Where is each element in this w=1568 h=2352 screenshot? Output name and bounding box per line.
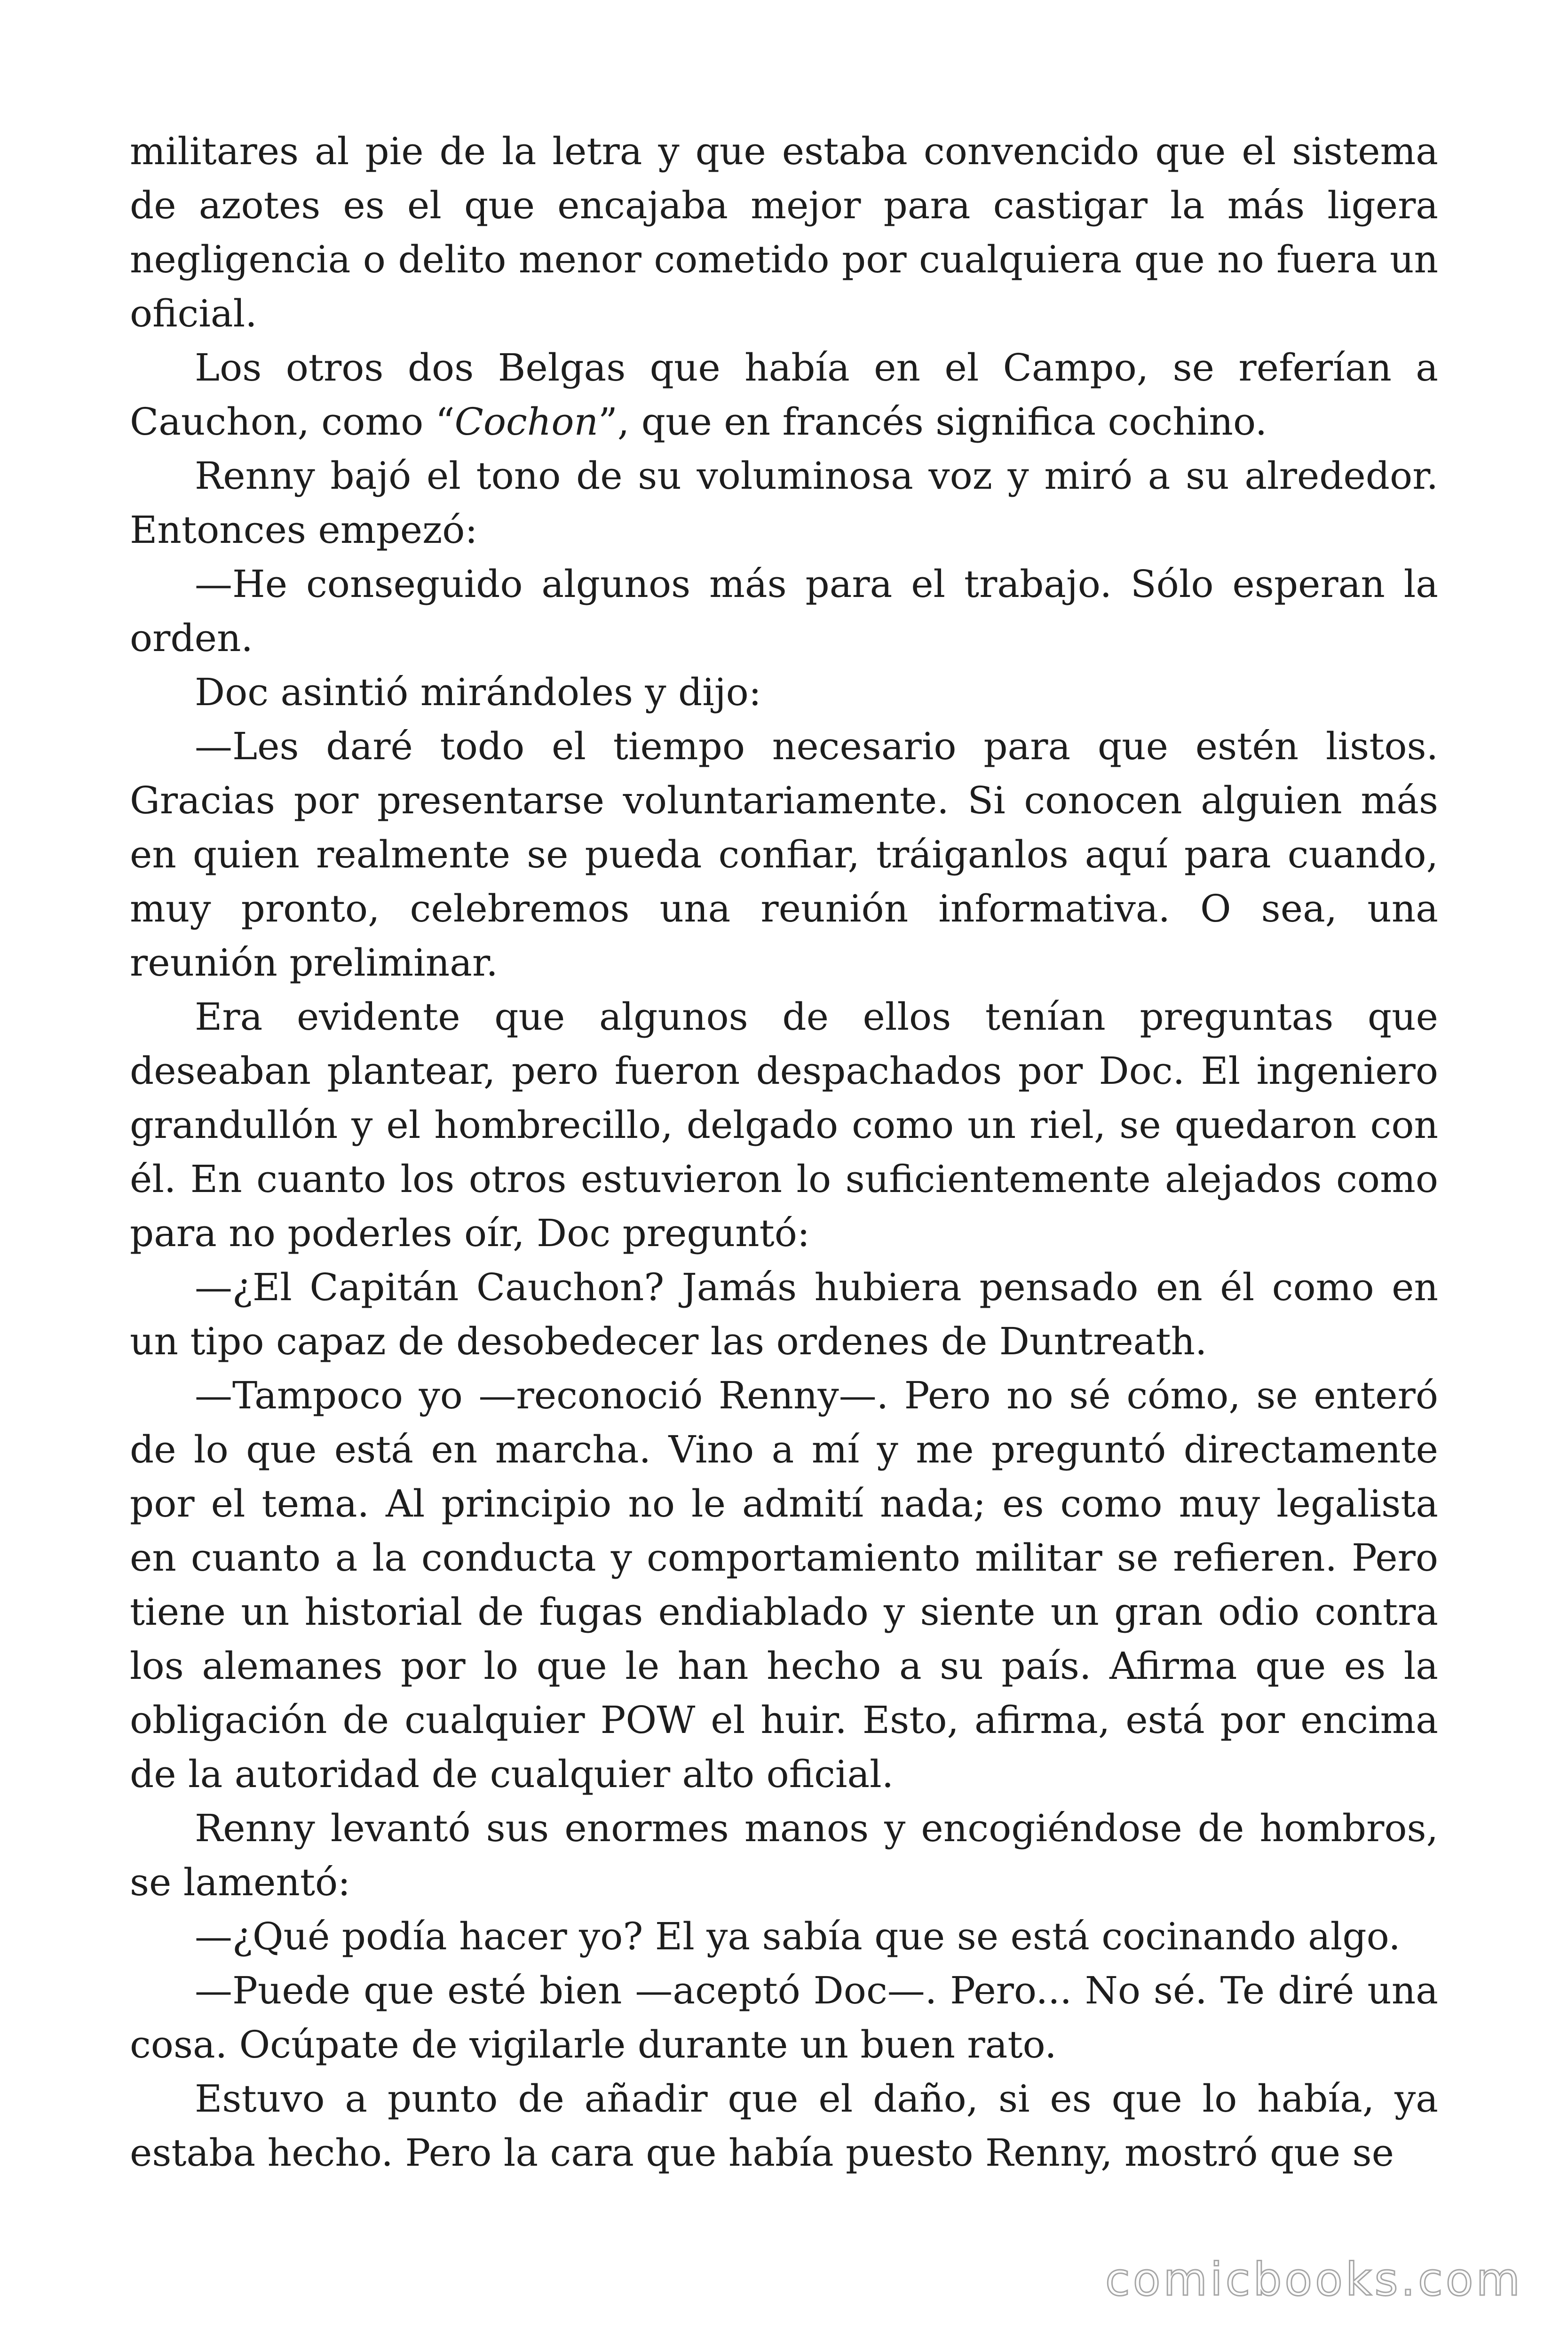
paragraph: [130, 1260, 1438, 1368]
text-run: Doc asintió mirándoles y dijo:: [195, 670, 761, 714]
paragraph: [130, 719, 1438, 990]
text-run: Los otros dos Belgas que había en el Campo, se referían a Cauchon, como “: [130, 346, 1438, 444]
paragraph: [130, 665, 1438, 719]
text-run: —He conseguido algunos más para el trabajo. Sólo esperan la orden.: [130, 562, 1438, 660]
paragraph: [130, 124, 1438, 341]
watermark: comicbooks.com: [1105, 2253, 1523, 2306]
paragraph: [130, 1909, 1438, 1963]
text-run: —Puede que esté bien —aceptó Doc—. Pero... No sé. Te diré una cosa. Ocúpate de vigilarle durante un buen rato.: [130, 1969, 1438, 2066]
paragraph: [130, 557, 1438, 665]
text-run: Renny levantó sus enormes manos y encogiéndose de hombros, se lamentó:: [130, 1806, 1438, 1904]
paragraph: [130, 1801, 1438, 1909]
text-run: Renny bajó el tono de su voluminosa voz y miró a su alrededor. Entonces empezó:: [130, 454, 1438, 552]
text-run: —¿El Capitán Cauchon? Jamás hubiera pensado en él como en un tipo capaz de desobedecer las ordenes de Duntreath.: [130, 1265, 1438, 1363]
text-run: ”, que en francés significa cochino.: [598, 400, 1267, 444]
text-run: —Tampoco yo —reconoció Renny—. Pero no sé cómo, se enteró de lo que está en marcha. Vino a mí y me preguntó directamente por el tema. Al principio no le admití nada; es como muy legalista en cuanto a la conducta y comportamiento militar se refieren. Pero tiene un historial de fugas endiablado y siente un gran odio contra los alemanes por lo que le han hecho a su país. Afirma que es la obligación de cualquier POW el huir. Esto, afirma, está por encima de la autoridad de cualquier alto oficial.: [130, 1374, 1438, 1796]
paragraph: [130, 449, 1438, 557]
body-text: [130, 124, 1438, 2180]
text-run: militares al pie de la letra y que estaba convencido que el sistema de azotes es el que encajaba mejor para castigar la más ligera negligencia o delito menor cometido por cualquiera que no fuera un oficial.: [130, 129, 1438, 335]
paragraph: [130, 2072, 1438, 2180]
paragraph: [130, 1368, 1438, 1801]
text-run: —Les daré todo el tiempo necesario para que estén listos. Gracias por presentarse voluntariamente. Si conocen alguien más en quien realmente se pueda confiar, tráiganlos aquí para cuando, muy pronto, celebremos una reunión informativa. O sea, una reunión preliminar.: [130, 724, 1438, 985]
paragraph: [130, 990, 1438, 1260]
text-run: Era evidente que algunos de ellos tenían preguntas que deseaban plantear, pero fueron despachados por Doc. El ingeniero grandullón y el hombrecillo, delgado como un riel, se quedaron con él. En cuanto los otros estuvieron lo suficientemente alejados como para no poderles oír, Doc preguntó:: [130, 995, 1438, 1255]
paragraph: [130, 1963, 1438, 2072]
text-run: Estuvo a punto de añadir que el daño, si es que lo había, ya estaba hecho. Pero la cara que había puesto Renny, mostró que se: [130, 2077, 1438, 2175]
text-run: —¿Qué podía hacer yo? El ya sabía que se está cocinando algo.: [195, 1915, 1401, 1958]
italic-text: Cochon: [454, 400, 599, 444]
paragraph: [130, 341, 1438, 449]
